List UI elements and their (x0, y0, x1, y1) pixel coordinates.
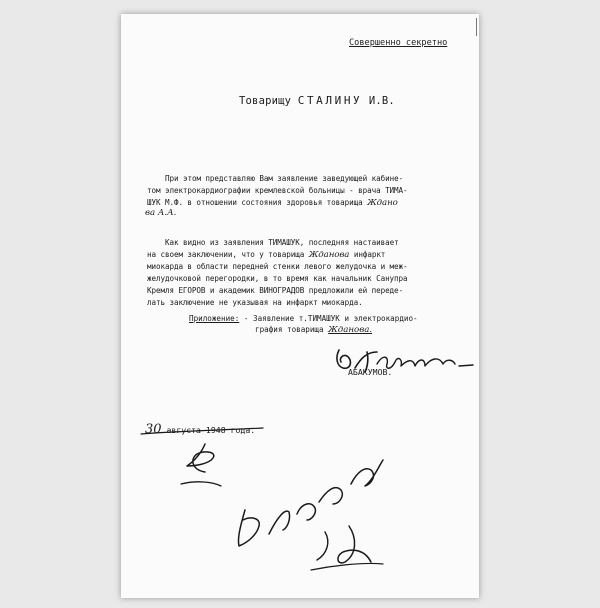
salutation-name: СТАЛИНУ (297, 94, 363, 107)
signatory-name: АБАКУМОВ. (348, 367, 393, 377)
printed-date: августа 1948 года. (166, 425, 256, 435)
appendix-text: - Заявление т.ТИМАШУК и электрокардио- (243, 314, 418, 323)
handwritten-name: Ждано (367, 198, 398, 208)
handwritten-name: ва А.А. (145, 208, 177, 218)
date-strokes (141, 428, 263, 434)
paragraph2-text: инфаркт (353, 250, 386, 259)
paragraph1-line: том электрокардиографии кремлевской больницы - врача ТИМА- (147, 186, 408, 195)
abakumov-signature (337, 350, 473, 372)
handwritten-name: Жданова. (328, 325, 373, 335)
classification-stamp: Совершенно секретно (349, 38, 448, 48)
handwritten-name: Жданова (308, 250, 350, 260)
appendix-label: Приложение: (189, 314, 240, 323)
archive-resolution (181, 444, 383, 570)
paragraph2-line: желудочковой перегородки, в то время как начальник Санупра (147, 274, 408, 283)
paragraph2-line: Кремля ЕГОРОВ и академик ВИНОГРАДОВ предложили ей переде- (147, 286, 404, 295)
handwriting-layer (121, 14, 479, 598)
paragraph2-line: миокарда в области передней стенки левого желудочка и меж- (147, 262, 408, 271)
document-page (121, 14, 479, 598)
paragraph1-text: ШУК М.Ф. в отношении состояния здоровья товарища (147, 198, 363, 207)
appendix-text: графия товарища (255, 325, 324, 334)
paragraph2-line: лать заключение не указывая на инфаркт миокарда. (147, 298, 363, 307)
salutation-initials: И.В. (368, 95, 395, 107)
paragraph2-text: на своем заключении, что у товарища (147, 250, 305, 259)
handwritten-day: 30 (145, 422, 162, 437)
paragraph2-line: Как видно из заявления ТИМАШУК, последняя настаивает (165, 238, 399, 247)
paragraph1-line: При этом представляю Вам заявление заведующей кабине- (165, 174, 404, 183)
salutation-prefix: Товарищу (239, 95, 292, 107)
